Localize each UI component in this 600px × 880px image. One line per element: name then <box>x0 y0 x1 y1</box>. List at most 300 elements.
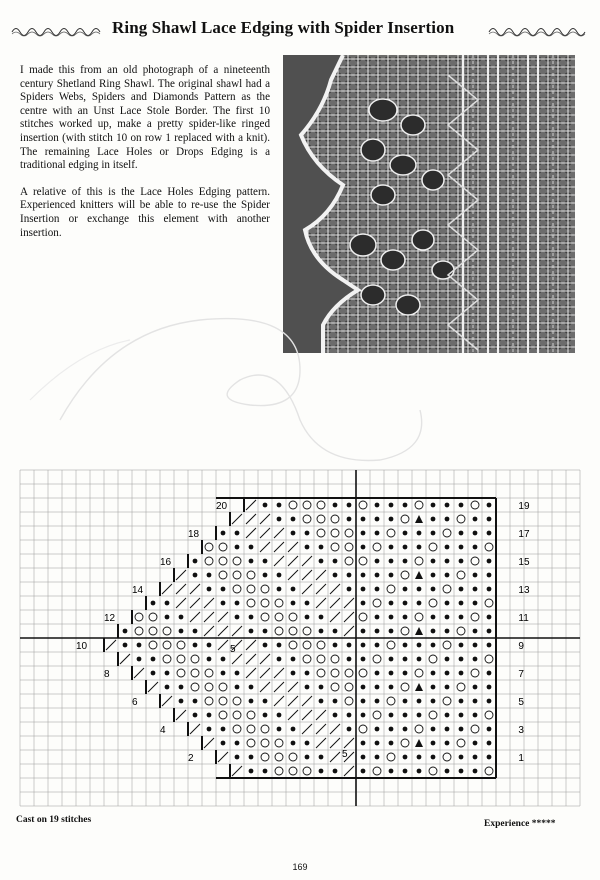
knit-mark <box>319 769 324 774</box>
knit-mark <box>361 699 366 704</box>
knit-mark <box>403 559 408 564</box>
knit-mark <box>235 671 240 676</box>
yarn-over-mark <box>345 697 353 705</box>
k2tog-mark <box>162 696 172 706</box>
knit-mark <box>375 615 380 620</box>
yarn-over-mark <box>289 767 297 775</box>
knit-mark <box>193 629 198 634</box>
knit-mark <box>375 531 380 536</box>
knit-mark <box>389 615 394 620</box>
right-row-label: 13 <box>518 585 530 597</box>
right-row-label: 7 <box>518 669 524 681</box>
knit-mark <box>291 741 296 746</box>
yarn-over-mark <box>345 557 353 565</box>
knit-mark <box>221 727 226 732</box>
k2tog-mark <box>344 738 354 748</box>
knit-mark <box>361 517 366 522</box>
yarn-over-mark <box>303 627 311 635</box>
yarn-over-mark <box>261 613 269 621</box>
knit-mark <box>137 657 142 662</box>
yarn-over-mark <box>359 501 367 509</box>
yarn-over-mark <box>191 683 199 691</box>
knit-mark <box>417 769 422 774</box>
k2tog-mark <box>204 738 214 748</box>
knit-mark <box>487 741 492 746</box>
knit-mark <box>347 727 352 732</box>
knit-mark <box>487 503 492 508</box>
yarn-over-mark <box>219 711 227 719</box>
knit-mark <box>291 671 296 676</box>
k2tog-mark <box>274 542 284 552</box>
knit-mark <box>403 503 408 508</box>
knit-mark <box>473 643 478 648</box>
knit-mark <box>459 657 464 662</box>
k2tog-mark <box>134 668 144 678</box>
yarn-over-mark <box>345 543 353 551</box>
knit-mark <box>333 559 338 564</box>
knit-mark <box>361 643 366 648</box>
faint-ornament <box>0 290 600 470</box>
knit-mark <box>235 545 240 550</box>
k2tog-mark <box>330 598 340 608</box>
knit-mark <box>361 601 366 606</box>
knit-mark <box>417 643 422 648</box>
yarn-over-mark <box>401 739 409 747</box>
knit-mark <box>333 713 338 718</box>
k2tog-mark <box>246 528 256 538</box>
yarn-over-mark <box>317 641 325 649</box>
knit-mark <box>459 559 464 564</box>
knit-mark <box>305 755 310 760</box>
k2tog-mark <box>330 738 340 748</box>
k2tog-mark <box>218 752 228 762</box>
knit-mark <box>431 559 436 564</box>
yarn-over-mark <box>387 697 395 705</box>
yarn-over-mark <box>429 711 437 719</box>
k2tog-mark <box>246 514 256 524</box>
yarn-over-mark <box>317 501 325 509</box>
yarn-over-mark <box>135 627 143 635</box>
knit-mark <box>151 601 156 606</box>
knit-mark <box>431 643 436 648</box>
knit-mark <box>165 601 170 606</box>
k2tog-mark <box>260 654 270 664</box>
knit-mark <box>403 713 408 718</box>
inner-number-label: 5 <box>342 749 348 760</box>
knit-mark <box>165 685 170 690</box>
yarn-over-mark <box>247 725 255 733</box>
k2tog-mark <box>246 654 256 664</box>
right-row-label: 3 <box>518 725 524 737</box>
knit-mark <box>487 643 492 648</box>
k2tog-mark <box>302 556 312 566</box>
knit-mark <box>319 629 324 634</box>
knit-mark <box>361 713 366 718</box>
knit-mark <box>263 769 268 774</box>
knit-mark <box>249 545 254 550</box>
knit-mark <box>403 531 408 536</box>
cast-on-note: Cast on 19 stitches <box>16 815 92 825</box>
knit-mark <box>445 573 450 578</box>
knit-mark <box>417 755 422 760</box>
knit-mark <box>375 727 380 732</box>
yarn-over-mark <box>275 627 283 635</box>
k2tog-mark <box>316 738 326 748</box>
knit-mark <box>221 741 226 746</box>
knit-mark <box>389 545 394 550</box>
knit-mark <box>403 587 408 592</box>
yarn-over-mark <box>205 543 213 551</box>
k2tog-mark <box>260 682 270 692</box>
yarn-over-mark <box>149 627 157 635</box>
yarn-over-mark <box>331 683 339 691</box>
knit-mark <box>277 643 282 648</box>
yarn-over-mark <box>429 599 437 607</box>
knit-mark <box>445 685 450 690</box>
knit-mark <box>389 601 394 606</box>
yarn-over-mark <box>163 641 171 649</box>
knit-mark <box>291 587 296 592</box>
yarn-over-mark <box>415 557 423 565</box>
left-row-label: 20 <box>216 501 228 513</box>
yarn-over-mark <box>345 529 353 537</box>
knit-mark <box>347 713 352 718</box>
yarn-over-mark <box>177 655 185 663</box>
knit-mark <box>263 629 268 634</box>
knit-mark <box>403 545 408 550</box>
knit-mark <box>235 615 240 620</box>
knit-mark <box>249 615 254 620</box>
yarn-over-mark <box>443 529 451 537</box>
knit-mark <box>263 699 268 704</box>
left-row-label: 16 <box>160 557 172 569</box>
knit-mark <box>277 657 282 662</box>
knit-mark <box>389 671 394 676</box>
knit-mark <box>375 671 380 676</box>
k2tog-mark <box>232 514 242 524</box>
knit-mark <box>221 531 226 536</box>
knit-mark <box>235 685 240 690</box>
yarn-over-mark <box>443 585 451 593</box>
sk2p-mark <box>415 571 423 579</box>
knit-mark <box>305 671 310 676</box>
knit-mark <box>459 643 464 648</box>
knit-mark <box>445 601 450 606</box>
yarn-over-mark <box>359 669 367 677</box>
yarn-over-mark <box>247 585 255 593</box>
yarn-over-mark <box>373 543 381 551</box>
knit-mark <box>473 517 478 522</box>
knit-mark <box>277 503 282 508</box>
yarn-over-mark <box>429 767 437 775</box>
knit-mark <box>361 657 366 662</box>
knit-mark <box>459 769 464 774</box>
yarn-over-mark <box>471 725 479 733</box>
yarn-over-mark <box>233 697 241 705</box>
experience-rating: Experience ***** <box>484 819 556 829</box>
knit-mark <box>333 503 338 508</box>
yarn-over-mark <box>387 529 395 537</box>
k2tog-mark <box>330 612 340 622</box>
right-row-label: 11 <box>518 613 529 625</box>
knit-mark <box>389 769 394 774</box>
knit-mark <box>319 559 324 564</box>
k2tog-mark <box>316 710 326 720</box>
knit-mark <box>319 545 324 550</box>
knit-mark <box>403 755 408 760</box>
yarn-over-mark <box>359 613 367 621</box>
k2tog-mark <box>232 654 242 664</box>
knit-mark <box>305 615 310 620</box>
yarn-over-mark <box>163 655 171 663</box>
knit-mark <box>487 559 492 564</box>
yarn-over-mark <box>233 725 241 733</box>
knit-mark <box>473 713 478 718</box>
yarn-over-mark <box>275 739 283 747</box>
knit-mark <box>431 699 436 704</box>
yarn-over-mark <box>485 767 493 775</box>
knit-mark <box>473 685 478 690</box>
yarn-over-mark <box>457 739 465 747</box>
knit-mark <box>263 713 268 718</box>
k2tog-mark <box>190 724 200 734</box>
knit-mark <box>445 503 450 508</box>
knit-mark <box>445 545 450 550</box>
yarn-over-mark <box>485 711 493 719</box>
right-row-label: 17 <box>518 529 530 541</box>
knit-mark <box>221 671 226 676</box>
knit-mark <box>305 741 310 746</box>
yarn-over-mark <box>401 515 409 523</box>
knit-mark <box>305 685 310 690</box>
yarn-over-mark <box>233 557 241 565</box>
knit-mark <box>389 727 394 732</box>
inner-number-label: 5 <box>230 644 236 655</box>
k2tog-mark <box>344 612 354 622</box>
knit-mark <box>389 573 394 578</box>
knit-mark <box>487 629 492 634</box>
knit-mark <box>221 657 226 662</box>
knit-mark <box>431 727 436 732</box>
yarn-over-mark <box>317 529 325 537</box>
knit-mark <box>375 699 380 704</box>
k2tog-mark <box>302 710 312 720</box>
knit-mark <box>431 629 436 634</box>
knit-mark <box>221 601 226 606</box>
yarn-over-mark <box>289 501 297 509</box>
knit-mark <box>179 699 184 704</box>
k2tog-mark <box>288 542 298 552</box>
knit-mark <box>333 643 338 648</box>
yarn-over-mark <box>289 613 297 621</box>
yarn-over-mark <box>205 697 213 705</box>
intro-paragraph-2: A relative of this is the Lace Holes Edging pattern. Experienced knitters will be able to re-use the Spider Insertion or exchange this element with another insertion. <box>20 185 270 239</box>
knit-mark <box>333 573 338 578</box>
k2tog-mark <box>316 598 326 608</box>
knit-mark <box>207 587 212 592</box>
knit-mark <box>389 629 394 634</box>
knit-mark <box>123 629 128 634</box>
knit-mark <box>235 531 240 536</box>
left-row-label: 8 <box>104 669 110 681</box>
knit-mark <box>319 615 324 620</box>
knit-mark <box>375 629 380 634</box>
knit-mark <box>361 531 366 536</box>
yarn-over-mark <box>191 669 199 677</box>
knit-mark <box>375 559 380 564</box>
yarn-over-mark <box>331 515 339 523</box>
knit-mark <box>207 643 212 648</box>
yarn-over-mark <box>219 697 227 705</box>
knit-mark <box>487 587 492 592</box>
yarn-over-mark <box>177 669 185 677</box>
left-swirl-ornament <box>10 24 106 38</box>
k2tog-mark <box>288 682 298 692</box>
knit-mark <box>403 727 408 732</box>
knit-mark <box>361 545 366 550</box>
knit-mark <box>487 685 492 690</box>
knit-mark <box>445 559 450 564</box>
knit-mark <box>389 741 394 746</box>
knit-mark <box>347 587 352 592</box>
knit-mark <box>319 755 324 760</box>
k2tog-mark <box>232 766 242 776</box>
knit-mark <box>277 573 282 578</box>
right-row-label: 15 <box>518 557 530 569</box>
knit-mark <box>235 601 240 606</box>
knitting-chart <box>0 460 600 820</box>
knit-mark <box>445 713 450 718</box>
knit-mark <box>361 685 366 690</box>
page-title: Ring Shawl Lace Edging with Spider Insertion <box>112 18 455 37</box>
knit-mark <box>417 587 422 592</box>
yarn-over-mark <box>275 613 283 621</box>
knit-mark <box>249 685 254 690</box>
knit-mark <box>375 517 380 522</box>
knit-mark <box>431 531 436 536</box>
yarn-over-mark <box>149 613 157 621</box>
knit-mark <box>487 671 492 676</box>
knit-mark <box>249 629 254 634</box>
right-row-label: 1 <box>518 753 524 765</box>
yarn-over-mark <box>457 683 465 691</box>
knit-mark <box>403 601 408 606</box>
knit-mark <box>333 699 338 704</box>
yarn-over-mark <box>429 655 437 663</box>
k2tog-mark <box>274 528 284 538</box>
right-swirl-ornament <box>487 24 587 38</box>
yarn-over-mark <box>303 501 311 509</box>
knit-mark <box>487 699 492 704</box>
yarn-over-mark <box>275 767 283 775</box>
knit-mark <box>389 685 394 690</box>
k2tog-mark <box>330 724 340 734</box>
knit-mark <box>277 713 282 718</box>
left-row-label: 18 <box>188 529 200 541</box>
knit-mark <box>473 531 478 536</box>
knit-mark <box>347 517 352 522</box>
knit-mark <box>403 769 408 774</box>
knit-mark <box>431 503 436 508</box>
knit-mark <box>193 713 198 718</box>
knit-mark <box>473 769 478 774</box>
yarn-over-mark <box>247 739 255 747</box>
k2tog-mark <box>288 556 298 566</box>
knit-mark <box>291 531 296 536</box>
k2tog-mark <box>204 598 214 608</box>
sk2p-mark <box>415 683 423 691</box>
knit-mark <box>193 573 198 578</box>
knit-mark <box>361 629 366 634</box>
knit-mark <box>277 587 282 592</box>
knit-mark <box>291 517 296 522</box>
knit-mark <box>263 643 268 648</box>
left-row-label: 4 <box>160 725 166 737</box>
page-number: 169 <box>292 862 308 872</box>
knit-mark <box>445 741 450 746</box>
knit-mark <box>445 727 450 732</box>
knit-mark <box>263 559 268 564</box>
yarn-over-mark <box>261 725 269 733</box>
yarn-over-mark <box>303 767 311 775</box>
k2tog-mark <box>232 626 242 636</box>
knit-mark <box>361 587 366 592</box>
yarn-over-mark <box>247 711 255 719</box>
knit-mark <box>459 531 464 536</box>
k2tog-mark <box>344 766 354 776</box>
knit-mark <box>249 559 254 564</box>
yarn-over-mark <box>443 697 451 705</box>
knit-mark <box>333 769 338 774</box>
yarn-over-mark <box>331 669 339 677</box>
yarn-over-mark <box>387 585 395 593</box>
yarn-over-mark <box>205 669 213 677</box>
k2tog-mark <box>302 696 312 706</box>
knit-mark <box>207 573 212 578</box>
k2tog-mark <box>288 570 298 580</box>
right-row-label: 5 <box>518 697 524 709</box>
knit-mark <box>319 699 324 704</box>
yarn-over-mark <box>233 585 241 593</box>
sk2p-mark <box>415 627 423 635</box>
yarn-over-mark <box>345 683 353 691</box>
knit-mark <box>347 573 352 578</box>
knit-mark <box>473 699 478 704</box>
k2tog-mark <box>330 584 340 594</box>
knit-mark <box>417 713 422 718</box>
knit-mark <box>417 545 422 550</box>
knit-mark <box>361 741 366 746</box>
k2tog-mark <box>302 570 312 580</box>
yarn-over-mark <box>387 753 395 761</box>
yarn-over-mark <box>485 543 493 551</box>
knit-mark <box>403 643 408 648</box>
knit-mark <box>249 769 254 774</box>
knit-mark <box>403 615 408 620</box>
right-row-label: 9 <box>518 641 524 653</box>
yarn-over-mark <box>219 543 227 551</box>
knit-mark <box>459 699 464 704</box>
yarn-over-mark <box>289 627 297 635</box>
yarn-over-mark <box>471 669 479 677</box>
intro-paragraph-1: I made this from an old photograph of a nineteenth century Shetland Ring Shawl. The original shawl had a Spiders Webs, Spiders and Diamonds Pattern as the centre with an Unst Lace Stole Border. The first 10 stitches worked up, make a pretty spider-like ringed insertion (with stitch 10 on row 1 replaced with a knit). The remaining Lace Holes or Drops Edging is a traditional edging in itself. <box>20 64 270 172</box>
knit-mark <box>431 615 436 620</box>
knit-mark <box>361 769 366 774</box>
title-bar <box>0 18 600 48</box>
knit-mark <box>389 713 394 718</box>
k2tog-mark <box>162 584 172 594</box>
knit-mark <box>487 755 492 760</box>
